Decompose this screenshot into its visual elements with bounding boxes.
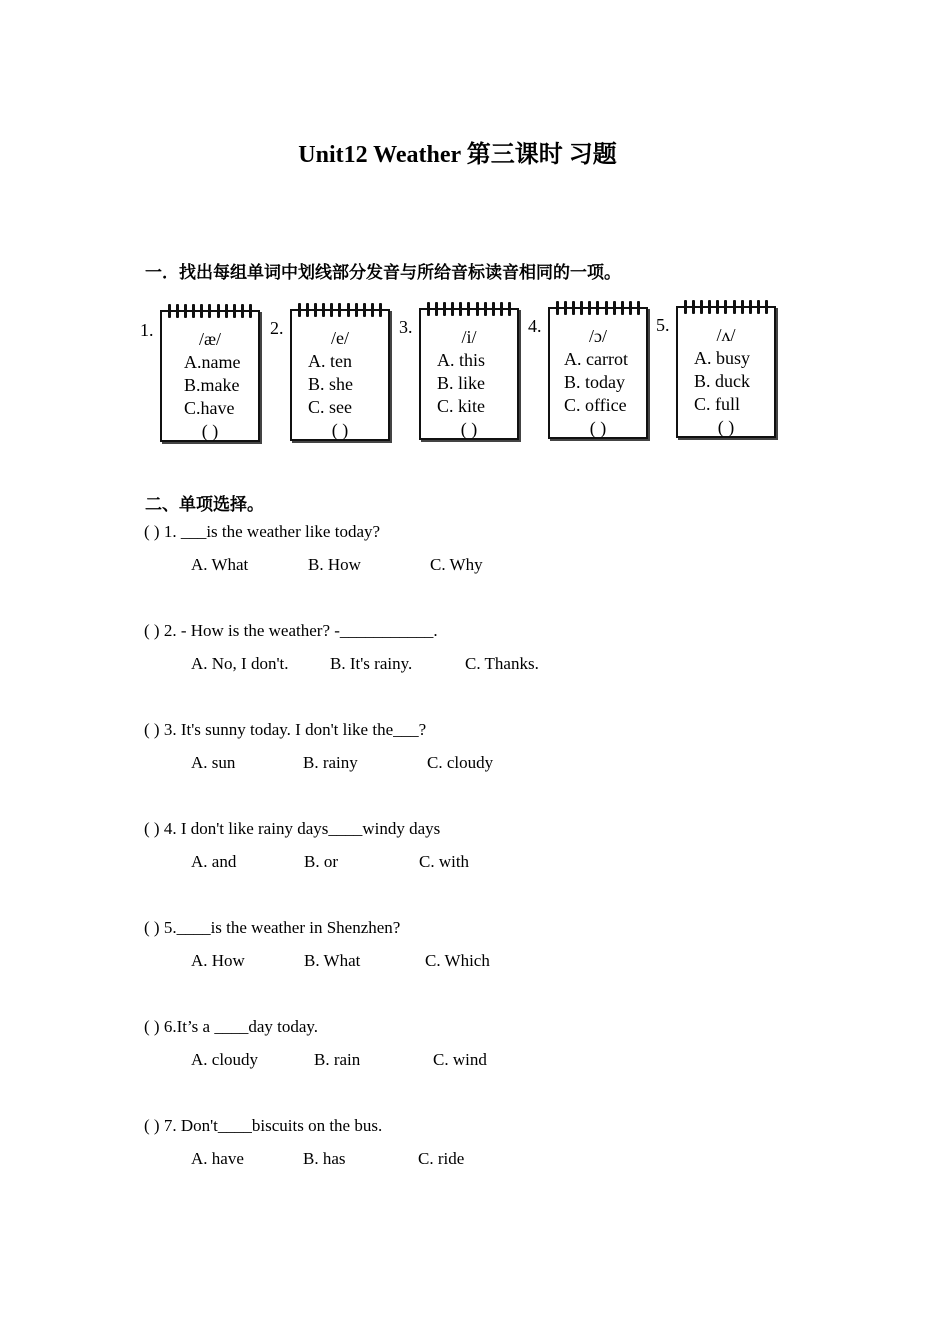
question-text: ( ) 1. ___is the weather like today?: [144, 522, 381, 541]
option-a: A. busy: [694, 348, 751, 368]
option-b: B. How: [308, 555, 361, 574]
question-text: ( ) 3. It's sunny today. I don't like the___?: [144, 720, 427, 739]
answer-blank: ( ): [460, 419, 478, 439]
option-a: A. carrot: [564, 349, 628, 369]
phonetic-card: [676, 306, 776, 438]
option-a: A. cloudy: [191, 1050, 259, 1069]
option-a: A. have: [191, 1149, 244, 1168]
answer-blank: ( ): [331, 420, 349, 440]
option-a: A. No, I don't.: [191, 654, 289, 673]
answer-blank: ( ): [589, 418, 607, 438]
answer-blank: ( ): [717, 417, 735, 437]
question-text: ( ) 2. - How is the weather? -___________.: [144, 621, 438, 640]
question-text: ( ) 4. I don't like rainy days____windy days: [144, 819, 441, 838]
option-a: A. ten: [308, 351, 352, 371]
option-c: C. wind: [433, 1050, 487, 1069]
card-number: 1.: [140, 320, 154, 340]
option-c: C. full: [694, 394, 741, 414]
option-c: C. cloudy: [427, 753, 494, 772]
option-b: B. today: [564, 372, 625, 392]
section-1-heading: 一．找出每组单词中划线部分发音与所给音标读音相同的一项。: [145, 263, 621, 283]
option-c: C. see: [308, 397, 352, 417]
phonetic-card: [290, 309, 390, 441]
phonetic-card: [548, 307, 648, 439]
phonetic-card: [160, 310, 260, 442]
question-text: ( ) 5.____is the weather in Shenzhen?: [144, 918, 401, 937]
option-c: C. kite: [437, 396, 485, 416]
option-c: C. Why: [430, 555, 483, 574]
option-b: B. or: [304, 852, 338, 871]
option-b: B. duck: [694, 371, 750, 391]
option-c: C. ride: [418, 1149, 465, 1168]
phonetic-symbol: /ʌ/: [716, 325, 736, 345]
option-c: C. Thanks.: [465, 654, 539, 673]
card-number: 5.: [656, 315, 670, 335]
option-b: B. has: [303, 1149, 346, 1168]
card-number: 2.: [270, 318, 284, 338]
option-c: C.have: [184, 398, 235, 418]
binder-rings: [427, 302, 511, 316]
binder-rings: [684, 300, 768, 314]
option-a: A. sun: [191, 753, 236, 772]
option-b: B. It's rainy.: [330, 654, 413, 673]
card-number: 4.: [528, 316, 542, 336]
phonetic-cards: [140, 302, 800, 452]
phonetic-symbol: /e/: [331, 328, 349, 348]
phonetic-symbol: /i/: [461, 327, 477, 347]
answer-blank: ( ): [201, 421, 219, 441]
option-a: A. this: [437, 350, 486, 370]
option-b: B. rain: [314, 1050, 361, 1069]
question-text: ( ) 7. Don't____biscuits on the bus.: [144, 1116, 383, 1135]
phonetic-symbol: /ɔ/: [589, 326, 607, 346]
option-c: C. with: [419, 852, 470, 871]
option-b: B.make: [184, 375, 240, 395]
binder-rings: [556, 301, 640, 315]
binder-rings: [298, 303, 382, 317]
option-a: A. How: [191, 951, 245, 970]
binder-rings: [168, 304, 252, 318]
option-b: B. What: [304, 951, 361, 970]
option-b: B. rainy: [303, 753, 358, 772]
option-a: A. What: [191, 555, 249, 574]
option-a: A.name: [184, 352, 241, 372]
card-number: 3.: [399, 317, 413, 337]
option-c: C. office: [564, 395, 627, 415]
option-b: B. she: [308, 374, 353, 394]
phonetic-symbol: /æ/: [198, 329, 221, 349]
page-title: Unit12 Weather 第三课时 习题: [298, 142, 617, 168]
phonetic-card: [419, 308, 519, 440]
option-c: C. Which: [425, 951, 490, 970]
option-a: A. and: [191, 852, 237, 871]
option-b: B. like: [437, 373, 485, 393]
section-2-heading: 二、单项选择。: [145, 495, 264, 515]
question-text: ( ) 6.It’s a ____day today.: [144, 1017, 319, 1036]
